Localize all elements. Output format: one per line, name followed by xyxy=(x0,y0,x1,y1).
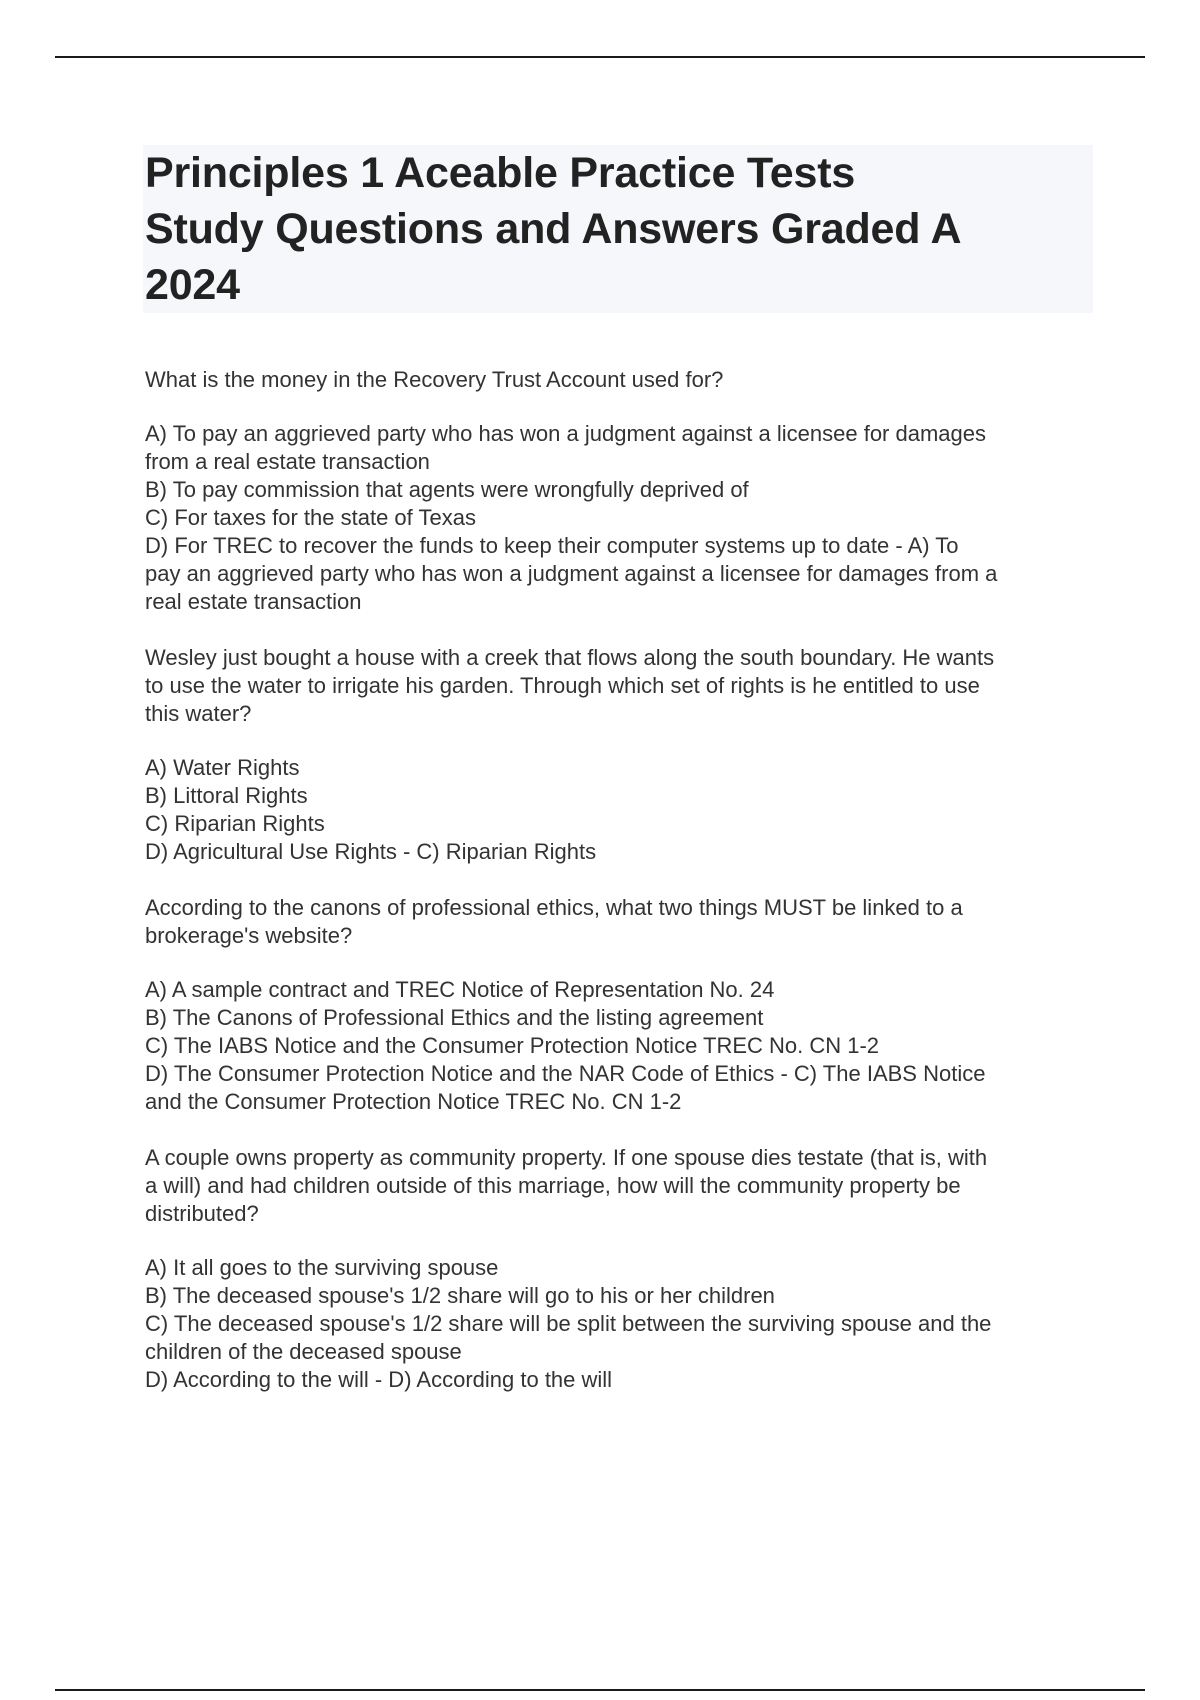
bottom-rule xyxy=(55,1689,1145,1691)
option-line: C) For taxes for the state of Texas xyxy=(145,505,476,530)
qa-item xyxy=(145,894,1095,1116)
option-line: A) To pay an aggrieved party who has won a judgment against a licensee for damages xyxy=(145,421,986,446)
option-line: D) Agricultural Use Rights - C) Riparian Rights xyxy=(145,839,597,864)
question-text xyxy=(145,366,1095,394)
option-line: from a real estate transaction xyxy=(145,449,430,474)
answer-options xyxy=(145,754,1095,866)
option-line: C) The IABS Notice and the Consumer Protection Notice TREC No. CN 1-2 xyxy=(145,1033,880,1058)
option-line: real estate transaction xyxy=(145,589,362,614)
title-line: Principles 1 Aceable Practice Tests xyxy=(145,149,856,197)
option-line: pay an aggrieved party who has won a judgment against a licensee for damages from a xyxy=(145,561,998,586)
question-line: brokerage's website? xyxy=(145,923,353,948)
option-line: D) The Consumer Protection Notice and the NAR Code of Ethics - C) The IABS Notice xyxy=(145,1061,986,1086)
question-line: A couple owns property as community property. If one spouse dies testate (that is, with xyxy=(145,1145,988,1170)
question-line: this water? xyxy=(145,701,252,726)
answer-options xyxy=(145,420,1095,616)
option-line: B) Littoral Rights xyxy=(145,783,308,808)
option-line: D) According to the will - D) According to the will xyxy=(145,1367,613,1392)
option-line: D) For TREC to recover the funds to keep their computer systems up to date - A) To xyxy=(145,533,959,558)
question-text xyxy=(145,894,1095,950)
answer-options xyxy=(145,976,1095,1116)
qa-item xyxy=(145,366,1095,616)
option-line: B) The deceased spouse's 1/2 share will go to his or her children xyxy=(145,1283,775,1308)
option-line: C) Riparian Rights xyxy=(145,811,325,836)
option-line: and the Consumer Protection Notice TREC No. CN 1-2 xyxy=(145,1089,682,1114)
question-line: What is the money in the Recovery Trust Account used for? xyxy=(145,367,724,392)
document-title xyxy=(143,145,1093,313)
question-text xyxy=(145,644,1095,728)
question-line: According to the canons of professional ethics, what two things MUST be linked to a xyxy=(145,895,963,920)
title-line: 2024 xyxy=(145,261,240,309)
question-line: Wesley just bought a house with a creek that flows along the south boundary. He wants xyxy=(145,645,995,670)
option-line: B) The Canons of Professional Ethics and the listing agreement xyxy=(145,1005,764,1030)
question-line: a will) and had children outside of this marriage, how will the community property be xyxy=(145,1173,961,1198)
option-line: A) It all goes to the surviving spouse xyxy=(145,1255,499,1280)
top-rule xyxy=(55,56,1145,58)
qa-item xyxy=(145,1144,1095,1394)
question-text xyxy=(145,1144,1095,1228)
option-line: children of the deceased spouse xyxy=(145,1339,462,1364)
qa-item xyxy=(145,644,1095,866)
option-line: A) A sample contract and TREC Notice of Representation No. 24 xyxy=(145,977,775,1002)
option-line: C) The deceased spouse's 1/2 share will be split between the surviving spouse and the xyxy=(145,1311,992,1336)
option-line: B) To pay commission that agents were wrongfully deprived of xyxy=(145,477,749,502)
answer-options xyxy=(145,1254,1095,1394)
title-line: Study Questions and Answers Graded A xyxy=(145,205,962,253)
question-line: distributed? xyxy=(145,1201,259,1226)
title-block xyxy=(143,145,1093,313)
option-line: A) Water Rights xyxy=(145,755,300,780)
question-line: to use the water to irrigate his garden. Through which set of rights is he entitled to use xyxy=(145,673,980,698)
question-list xyxy=(145,366,1095,1422)
